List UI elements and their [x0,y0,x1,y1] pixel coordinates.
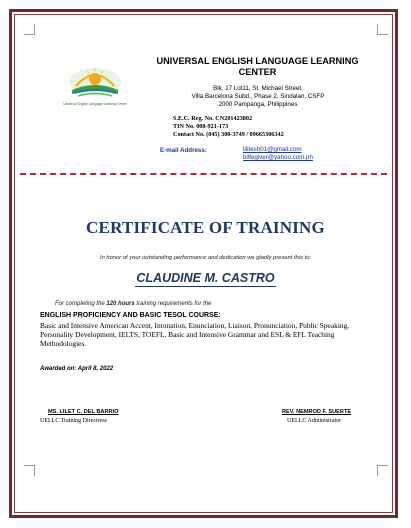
corner-mark-top-right [377,24,388,35]
corner-mark-bottom-right [377,465,388,476]
address-line-2: Villa Barcelona Subd., Phase 2, Sindalan, CSFP [191,93,325,100]
address-line-3: 2000 Pampanga, Philippines [218,101,298,108]
completion-prefix: For completing the [55,301,105,307]
signatory-name-right: REV. NEMROD F. SUERTE [282,409,352,415]
corner-mark-bottom-left [24,465,35,476]
organization-name: UNIVERSAL ENGLISH LANGUAGE LEARNING CENTER [156,56,359,77]
organization-logo [60,60,130,112]
contact-number: Contact No. (045) 300-3749 / 09665306342 [173,131,284,138]
recipient-name: CLAUDINE M. CASTRO [136,271,275,285]
course-title: ENGLISH PROFICIENCY AND BASIC TESOL COURSE: [40,312,221,319]
logo-text: Universal English Language Learning Center [63,102,127,106]
completion-hours: 120 hours [106,301,135,307]
certificate-title: CERTIFICATE OF TRAINING [86,218,325,237]
signatory-title-right: UELLC Administrator [287,418,342,424]
email-label: E-mail Address: [160,147,207,154]
signatory-title-left: UELLC Training Directress [40,418,107,424]
completion-statement [55,301,211,307]
honor-statement: In honor of your outstanding performance and dedication we gladly present this to: [99,255,312,261]
course-description: Basic and Intensive American Accent, Intonation, Enunciation, Liaison, Pronunciation, Public Speaking, Personality Development, IELTS, TOEFL, Basic and Intensive Grammar and ESL & EFL Teaching Methodologies. [40,321,350,349]
email-link-2[interactable]: bilfegiver@yahoo.com.ph [243,154,313,161]
tin-number: TIN No. 008-921-173 [173,123,229,130]
email-link-1[interactable]: lilitesh01@gmail.com [243,146,302,153]
corner-mark-top-left [24,24,35,35]
header-divider [20,173,387,175]
award-date: Awarded on: April 8, 2022 [40,366,114,372]
address-line-1: Blk. 17 Lot11, St. Michael Street, [213,85,303,92]
sec-registration: S.E.C. Reg. No. CN201423802 [173,115,253,122]
signatory-name-left: MS. LILET C. DEL BARRIO [48,409,119,415]
recipient-underline [135,286,276,287]
completion-suffix: training requirements for the [136,301,212,307]
